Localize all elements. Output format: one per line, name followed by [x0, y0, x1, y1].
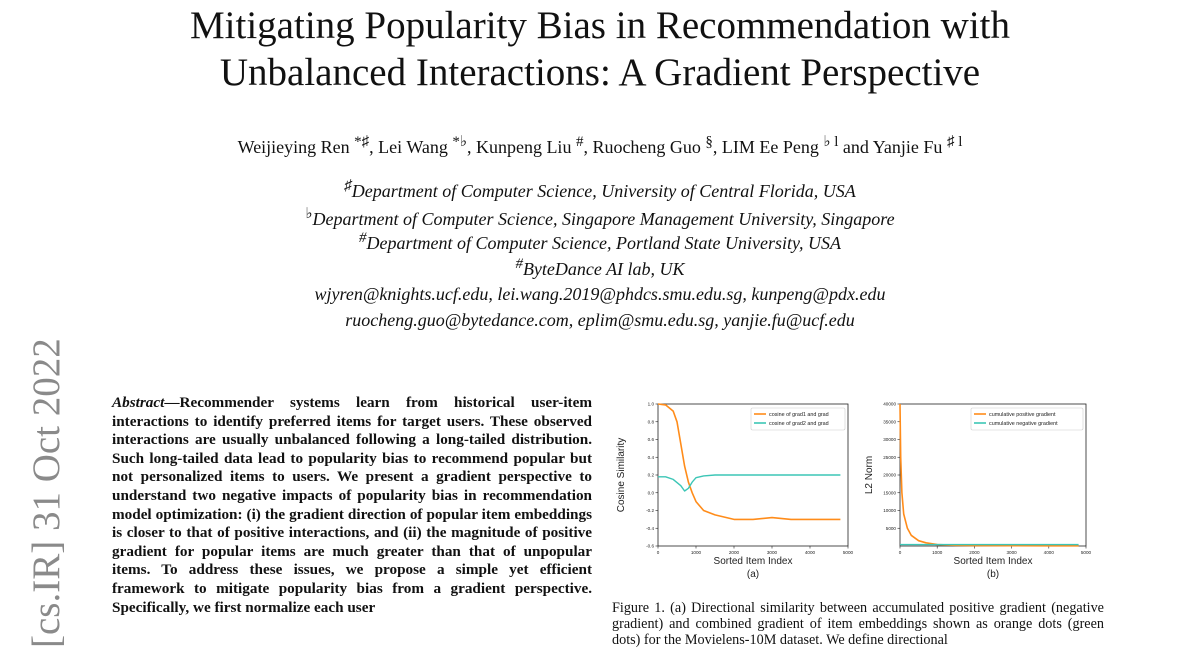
author-name: Yanjie Fu — [872, 137, 943, 157]
affiliation — [0, 256, 1200, 280]
y-tick-label: 35000 — [883, 419, 896, 425]
y-tick-label: 0.2 — [647, 472, 654, 478]
x-tick-label: 3000 — [1006, 550, 1017, 555]
affiliation-mark: # — [515, 256, 523, 272]
affiliation-text: ByteDance AI lab, UK — [522, 259, 685, 279]
author-mark: ♭ l — [823, 134, 839, 150]
y-tick-label: 20000 — [883, 472, 896, 478]
x-tick-label: 0 — [656, 550, 660, 555]
y-tick-label: -0.6 — [646, 543, 654, 549]
affiliation-mark: ♯ — [344, 178, 352, 194]
figure-1a-chart — [612, 392, 858, 588]
y-tick-label: 0.6 — [647, 437, 654, 443]
affiliation-text: Department of Computer Science, University of Central Florida, USA — [351, 181, 856, 201]
x-axis-label: Sorted Item Index — [953, 556, 1033, 567]
y-tick-label: 0.0 — [647, 490, 654, 496]
legend-label: cosine of grad2 and grad — [769, 420, 829, 427]
x-tick-label: 2000 — [728, 550, 740, 555]
legend-label: cosine of grad1 and grad — [769, 411, 829, 418]
x-tick-label: 4000 — [1043, 550, 1054, 555]
affiliation-mark: # — [359, 230, 367, 246]
y-tick-label: 10000 — [883, 508, 896, 514]
affiliation-text: Department of Computer Science, Singapore Management University, Singapore — [312, 209, 895, 229]
x-tick-label: 2000 — [969, 550, 980, 555]
x-axis-label: Sorted Item Index — [713, 556, 793, 567]
y-tick-label: -0.2 — [646, 508, 654, 514]
email-line-2: ruocheng.guo@bytedance.com, eplim@smu.edu.sg, yanjie.fu@ucf.edu — [345, 310, 855, 330]
author-mark: *♭ — [452, 134, 467, 150]
y-tick-label: 0.4 — [647, 454, 654, 460]
author-name: Weijieying Ren — [237, 137, 350, 157]
title-line-2: Unbalanced Interactions: A Gradient Perspective — [219, 51, 981, 94]
x-tick-label: 5000 — [842, 550, 854, 555]
y-tick-label: 25000 — [883, 454, 896, 460]
legend-label: cumulative positive gradient — [989, 411, 1056, 418]
y-tick-label: 15000 — [883, 490, 896, 496]
author-list: Weijieying Ren *♯, Lei Wang *♭, Kunpeng Liu #, Ruocheng Guo §, LIM Ee Peng $^{♭ l}$ and Yanjie Fu $^{♯ l}$ — [237, 134, 963, 157]
series-line — [658, 475, 840, 491]
x-tick-label: 1000 — [932, 550, 943, 555]
author-mark: § — [705, 134, 713, 150]
panel-label: (b) — [986, 569, 1000, 580]
affiliation-text: Department of Computer Science, Portland State University, USA — [366, 233, 841, 253]
affiliation — [0, 204, 1200, 230]
author-name: Lei Wang — [378, 137, 448, 157]
x-tick-label: 5000 — [1080, 550, 1092, 555]
author-name: LIM Ee Peng — [721, 137, 819, 157]
paper-title — [0, 2, 1200, 96]
figure-1b-chart — [862, 392, 1096, 588]
y-axis-label: L2 Norm — [864, 455, 875, 495]
y-tick-label: 5000 — [885, 525, 896, 531]
panel-label: (a) — [746, 569, 760, 580]
y-tick-label: 30000 — [883, 437, 896, 443]
x-tick-label: 3000 — [766, 550, 778, 555]
abstract-label: Abstract — [112, 394, 165, 411]
affiliation-mark: ♭ — [305, 206, 313, 222]
affiliation — [0, 230, 1200, 254]
email-line-1: wjyren@knights.ucf.edu, lei.wang.2019@phdcs.smu.edu.sg, kunpeng@pdx.edu — [314, 284, 886, 304]
figure-caption: Figure 1. (a) Directional similarity between accumulated positive gradient (negative gradient) and combined gradient of item embeddings shown as orange dots (green dots) for the Movielens-10M dataset. We define directional — [612, 600, 1104, 648]
abstract — [112, 394, 592, 617]
author-mark: # — [575, 134, 584, 150]
arxiv-stamp: [cs.IR] 31 Oct 2022 — [25, 338, 68, 648]
y-tick-label: 0.8 — [647, 419, 654, 425]
title-line-1: Mitigating Popularity Bias in Recommendation with — [189, 4, 1010, 47]
x-tick-label: 1000 — [690, 550, 702, 555]
affiliation — [0, 178, 1200, 202]
y-tick-label: -0.4 — [646, 525, 654, 531]
x-tick-label: 0 — [898, 550, 902, 555]
author-mark: ♯ l — [946, 134, 963, 150]
x-tick-label: 4000 — [804, 550, 816, 555]
y-tick-label: 1.0 — [647, 401, 654, 407]
author-name: Ruocheng Guo — [592, 137, 701, 157]
y-tick-label: 40000 — [883, 401, 896, 407]
y-axis-label: Cosine Similarity — [616, 437, 627, 513]
legend-label: cumulative negative gradient — [989, 420, 1058, 427]
abstract-text: —Recommender systems learn from historical user-item interactions to identify preferred items for target users. These observed interactions are usually unbalanced following a long-tailed distribution. Such long-tailed data lead to popularity bias to recommend popular but not personalized items to users. We present a gradient perspective to understand two negative impacts of popularity bias in recommendation model optimization: (i) the gradient direction of popular item embeddings is closer to that of positive interactions, and (ii) the magnitude of positive gradient for popular items are much greater than that of unpopular items. To address these issues, we propose a simple yet efficient framework to mitigate popularity bias from a gradient perspective. Specifically, we first normalize each user — [112, 394, 592, 616]
author-name: Kunpeng Liu — [475, 137, 572, 157]
author-mark: *♯ — [354, 134, 370, 150]
